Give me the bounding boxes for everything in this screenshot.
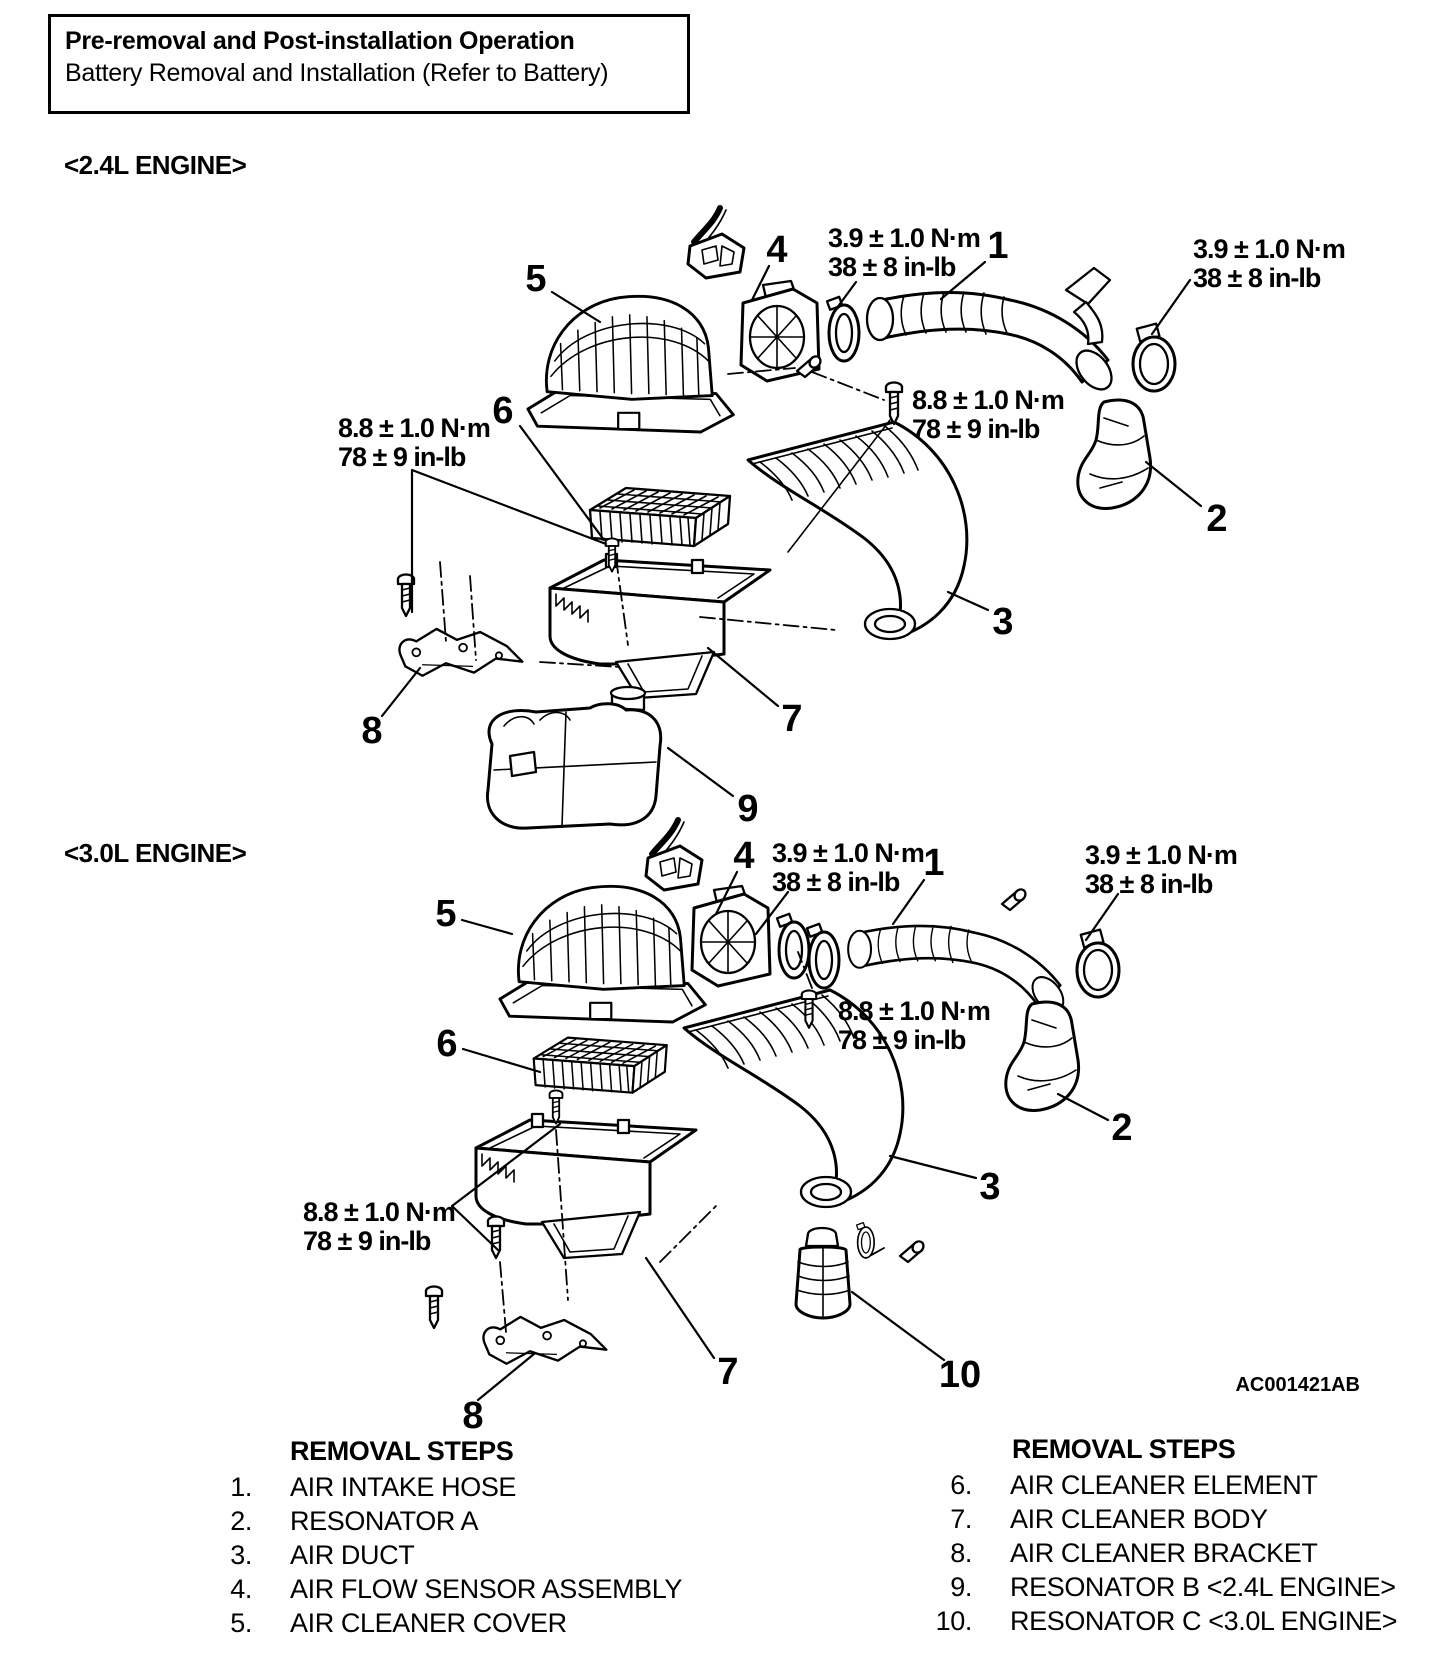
section-label-2-4l-engine: <2.4L ENGINE> <box>64 150 247 180</box>
list-item <box>210 1538 682 1572</box>
part-label-2: 2 <box>1206 498 1228 540</box>
clamp-ring-art <box>857 1223 875 1258</box>
clamp-ring-art <box>807 924 839 988</box>
diagram-3-0l-engine <box>303 820 1237 1437</box>
step-label: AIR CLEANER BRACKET <box>1010 1538 1318 1568</box>
removal-steps-heading: REMOVAL STEPS <box>290 1436 514 1466</box>
step-number: 7. <box>950 1504 972 1534</box>
step-number: 8. <box>950 1538 972 1568</box>
removal-steps-left <box>210 1434 682 1640</box>
torque-spec-clamp-inlb: 38 ± 8 in-lb <box>1193 263 1321 293</box>
small-bolt-art <box>1002 887 1028 910</box>
list-item <box>930 1536 1397 1570</box>
step-number: 1. <box>230 1472 252 1502</box>
mounting-screw-art <box>550 1090 563 1123</box>
air-cleaner-element-art <box>534 1038 667 1093</box>
part-label-9: 9 <box>737 788 759 830</box>
step-label: AIR CLEANER ELEMENT <box>1010 1470 1318 1500</box>
step-label: RESONATOR C <3.0L ENGINE> <box>1010 1606 1398 1636</box>
harness-connector-art <box>646 820 702 890</box>
operation-note-title: Pre-removal and Post-installation Operation <box>65 27 575 55</box>
list-item <box>210 1504 682 1538</box>
torque-spec-clamp-inlb: 38 ± 8 in-lb <box>828 252 956 282</box>
step-label: AIR FLOW SENSOR ASSEMBLY <box>290 1574 682 1604</box>
part-label-4: 4 <box>766 229 788 271</box>
resonator-c-art <box>796 1228 850 1318</box>
torque-spec-bolt-inlb: 78 ± 9 in-lb <box>838 1025 966 1055</box>
list-item <box>210 1572 682 1606</box>
part-label-7: 7 <box>717 1351 739 1393</box>
step-number: 2. <box>230 1506 252 1536</box>
step-number: 9. <box>950 1572 972 1602</box>
torque-spec-clamp-inlb: 38 ± 8 in-lb <box>772 867 900 897</box>
torque-spec-bolt-nm: 8.8 ± 1.0 N·m <box>838 996 990 1026</box>
torque-spec-clamp-nm: 3.9 ± 1.0 N·m <box>1085 840 1237 870</box>
part-label-1: 1 <box>923 842 945 884</box>
torque-spec-bolt-inlb: 78 ± 9 in-lb <box>912 414 1040 444</box>
step-label: RESONATOR A <box>290 1506 479 1536</box>
step-label: AIR CLEANER COVER <box>290 1608 567 1638</box>
part-label-8: 8 <box>361 710 383 752</box>
torque-spec-bolt-inlb: 78 ± 9 in-lb <box>338 442 466 472</box>
part-label-3: 3 <box>979 1166 1001 1208</box>
torque-spec-bolt-inlb: 78 ± 9 in-lb <box>303 1226 431 1256</box>
part-label-1: 1 <box>987 225 1009 267</box>
part-label-6: 6 <box>436 1023 458 1065</box>
diagram-2-4l-engine <box>338 208 1345 830</box>
list-item <box>930 1604 1397 1638</box>
step-number: 3. <box>230 1540 252 1570</box>
harness-connector-art <box>688 208 744 278</box>
list-item <box>210 1606 682 1640</box>
section-label-3-0l-engine: <3.0L ENGINE> <box>64 838 247 868</box>
part-label-10: 10 <box>938 1354 982 1396</box>
part-label-2: 2 <box>1111 1107 1133 1149</box>
step-label: AIR CLEANER BODY <box>1010 1504 1268 1534</box>
air-cleaner-cover-art <box>528 296 733 432</box>
part-label-5: 5 <box>525 258 547 300</box>
step-number: 10. <box>935 1606 972 1636</box>
list-item <box>210 1470 682 1504</box>
figure-code: AC001421AB <box>1235 1374 1360 1396</box>
air-cleaner-bracket-art <box>483 1317 606 1364</box>
resonator-a-art <box>1078 400 1151 508</box>
torque-spec-bolt-nm: 8.8 ± 1.0 N·m <box>303 1197 455 1227</box>
air-cleaner-element-art <box>590 488 730 546</box>
step-number: 6. <box>950 1470 972 1500</box>
air-cleaner-body-art <box>476 1114 696 1258</box>
hose-clamp-art <box>1133 324 1175 391</box>
step-label: AIR INTAKE HOSE <box>290 1472 517 1502</box>
list-item <box>930 1468 1397 1502</box>
step-label: RESONATOR B <2.4L ENGINE> <box>1010 1572 1396 1602</box>
torque-spec-bolt-nm: 8.8 ± 1.0 N·m <box>338 413 490 443</box>
part-label-4: 4 <box>733 835 755 877</box>
air-cleaner-bracket-art <box>399 629 522 676</box>
mounting-screw-art <box>488 1217 504 1259</box>
torque-spec-clamp-nm: 3.9 ± 1.0 N·m <box>1193 234 1345 264</box>
removal-steps-right <box>930 1432 1397 1638</box>
torque-spec-clamp-nm: 3.9 ± 1.0 N·m <box>828 223 980 253</box>
air-cleaner-cover-art <box>500 886 705 1022</box>
air-duct-art <box>748 422 967 639</box>
part-label-3: 3 <box>992 601 1014 643</box>
clamp-ring-art <box>827 297 859 361</box>
step-number: 4. <box>230 1574 252 1604</box>
resonator-b-art <box>487 687 660 828</box>
hose-clamp-art <box>1077 930 1119 997</box>
part-label-6: 6 <box>492 390 514 432</box>
part-label-7: 7 <box>781 698 803 740</box>
step-number: 5. <box>230 1608 252 1638</box>
air-flow-sensor-art <box>692 886 770 986</box>
part-label-5: 5 <box>435 893 457 935</box>
small-bolt-art <box>900 1239 926 1262</box>
operation-note-subtitle: Battery Removal and Installation (Refer to Battery) <box>65 59 609 87</box>
torque-spec-bolt-nm: 8.8 ± 1.0 N·m <box>912 385 1064 415</box>
removal-steps-heading: REMOVAL STEPS <box>1012 1434 1236 1464</box>
air-cleaner-body-art <box>550 554 770 698</box>
torque-spec-clamp-nm: 3.9 ± 1.0 N·m <box>772 838 924 868</box>
torque-spec-clamp-inlb: 38 ± 8 in-lb <box>1085 869 1213 899</box>
list-item <box>930 1570 1397 1604</box>
mounting-screw-art <box>426 1287 442 1329</box>
mounting-screw-art <box>886 383 902 425</box>
list-item <box>930 1502 1397 1536</box>
step-label: AIR DUCT <box>290 1540 415 1570</box>
resonator-a-art <box>1006 1002 1079 1110</box>
part-label-8: 8 <box>462 1395 484 1437</box>
